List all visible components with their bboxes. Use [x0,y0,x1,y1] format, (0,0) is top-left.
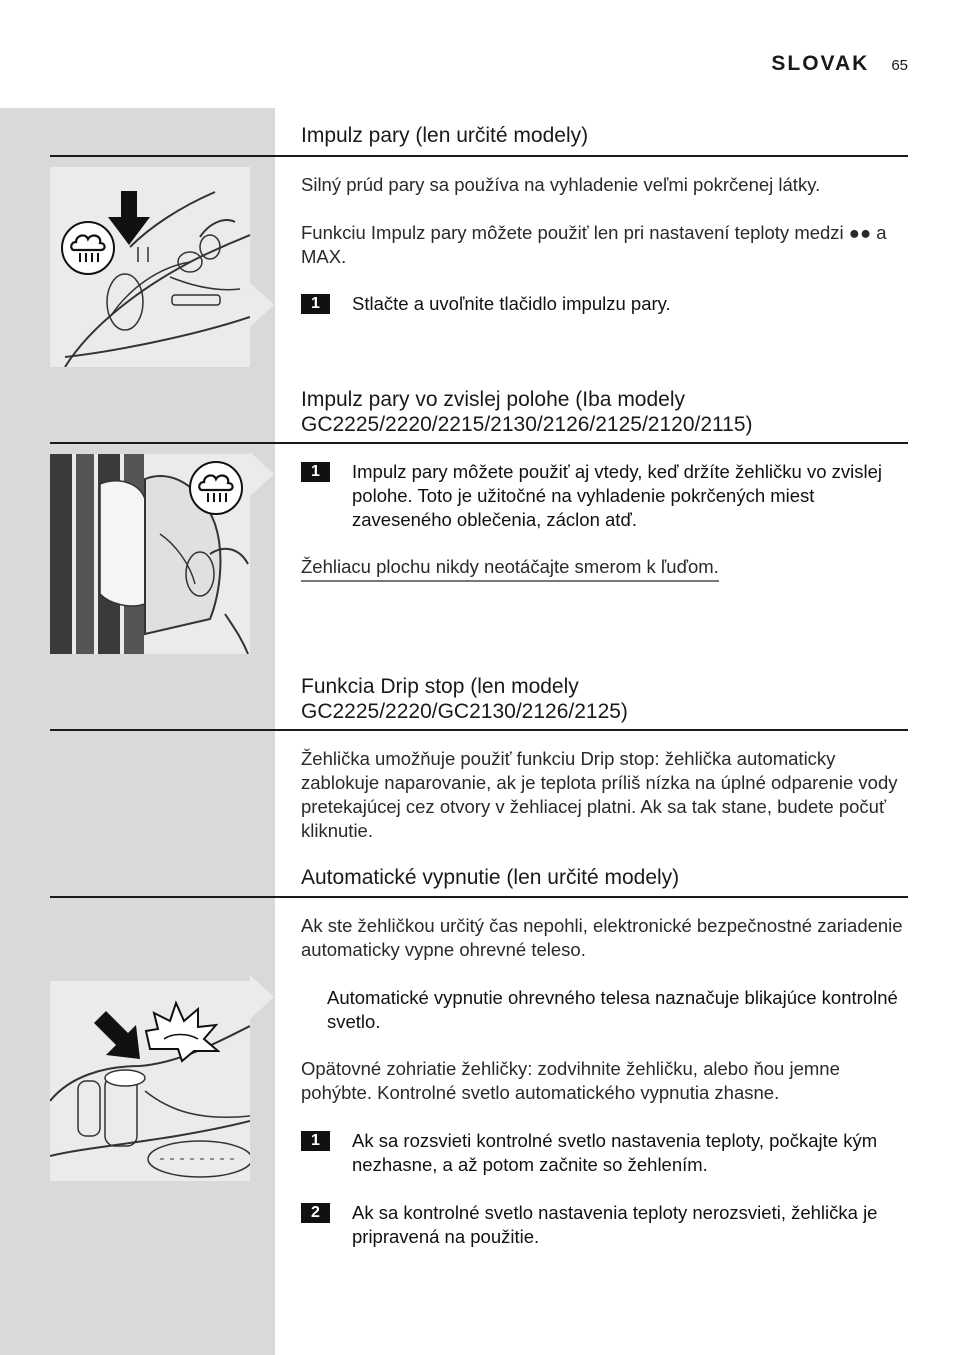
section-divider [50,442,908,444]
illustration-vertical-steam [50,454,250,654]
paragraph: Opätovné zohriatie žehličky: zodvihnite žehličku, alebo ňou jemne pohýbte. Kontrolné svetlo automatického vypnutia zhasne. [301,1058,840,1103]
step-number: 1 [301,294,330,314]
illustration-pointer [250,975,274,1019]
warning-note: Žehliacu plochu nikdy neotáčajte smerom k ľuďom. [301,555,719,582]
page-header [771,52,908,76]
language-label: SLOVAK [771,52,870,75]
step-item [301,460,911,532]
pointing-arrow-icon [94,1011,144,1061]
step-number: 1 [301,1131,330,1151]
step-item [301,1129,911,1177]
paragraph: Funkciu Impulz pary môžete použiť len pri nastavení teploty medzi ●● a MAX. [301,222,887,267]
illustration-auto-off [50,981,250,1181]
info-text: Automatické vypnutie ohrevného telesa naznačuje blikajúce kontrolné svetlo. [327,987,898,1032]
section-title-drip-stop: Funkcia Drip stop (len modely GC2225/2220/GC2130/2126/2125) [301,675,628,723]
step-number: 1 [301,462,330,482]
steam-cloud-icon [60,220,116,276]
section-title-auto-off: Automatické vypnutie (len určité modely) [301,866,680,889]
section-title-steam-shot: Impulz pary (len určité modely) [301,124,589,147]
step-text: Stlačte a uvoľnite tlačidlo impulzu pary. [352,293,671,314]
paragraph: Silný prúd pary sa používa na vyhladenie veľmi pokrčenej látky. [301,174,821,195]
paragraph: Žehlička umožňuje použiť funkciu Drip stop: žehlička automaticky zablokuje naparovanie, ak je teplota príliš nízka na úplné odparenie vody pretekajúcej cez otvory v žehliacej platni. Ak sa tak stane, budete počuť kliknutie. [301,748,898,841]
step-item [301,1201,911,1249]
section-divider [50,896,908,898]
illustration-steam-shot [50,167,250,367]
section-divider [50,155,908,157]
paragraph: Ak ste žehličkou určitý čas nepohli, elektronické bezpečnostné zariadenie automaticky vypne ohrevné teleso. [301,915,903,960]
illustration-pointer [250,452,274,496]
step-text: Impulz pary môžete použiť aj vtedy, keď držíte žehličku vo zvislej polohe. Toto je užitočné na vyhladenie pokrčených miest zaveseného oblečenia, záclon atď. [352,461,883,530]
steam-cloud-icon [188,460,244,516]
section-title-vertical-steam: Impulz pary vo zvislej polohe (Iba modely GC2225/2220/2215/2130/2126/2125/2120/2115) [301,388,753,436]
step-text: Ak sa kontrolné svetlo nastavenia teploty nerozsvieti, žehlička je pripravená na použitie. [352,1202,878,1247]
step-text: Ak sa rozsvieti kontrolné svetlo nastavenia teploty, počkajte kým nezhasne, a až potom začnite so žehlením. [352,1130,878,1175]
step-item [301,292,911,316]
section-divider [50,729,908,731]
blink-burst-icon [142,999,220,1065]
page-number: 65 [891,57,908,74]
step-number: 2 [301,1203,330,1223]
illustration-pointer [250,283,274,327]
